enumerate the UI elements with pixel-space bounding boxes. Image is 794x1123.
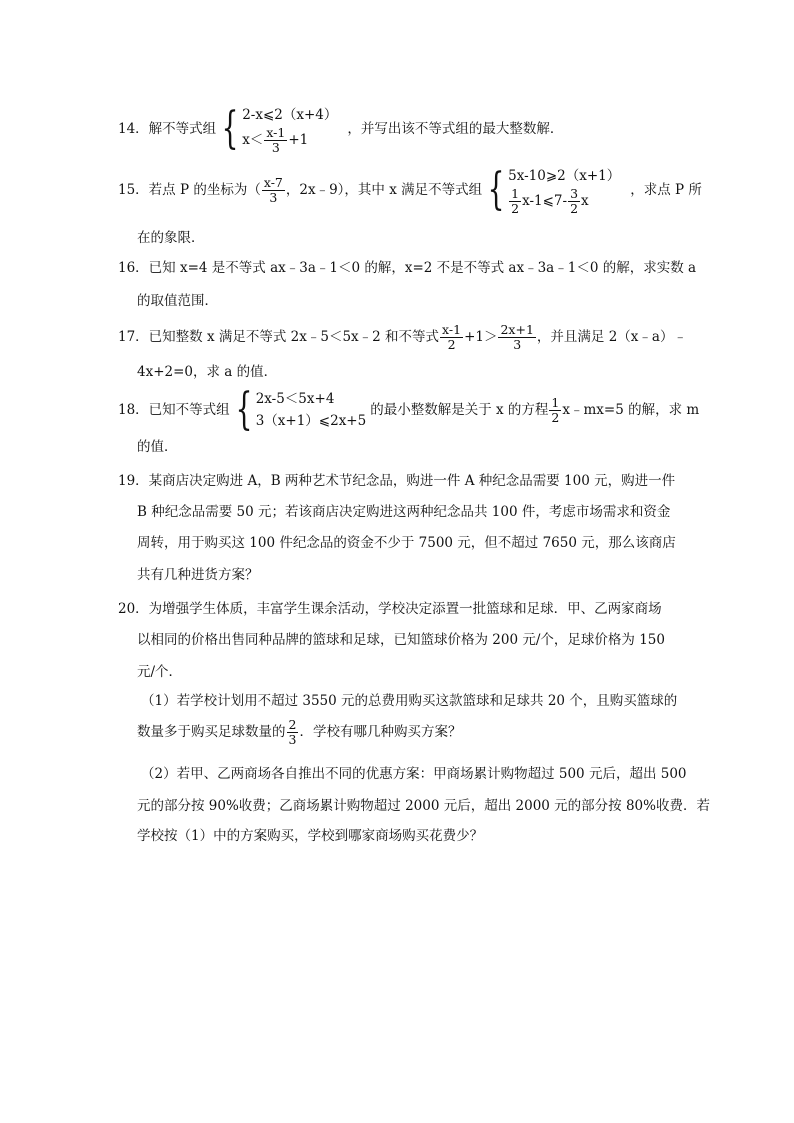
q16-line-1: 16．已知 x=4 是不等式 ax﹣3a﹣1＜0 的解，x=2 不是不等式 ax﹣3a﹣1＜0 的解，求实数 a [118, 260, 697, 276]
fraction: $\frac{x-1}{3}$ [266, 124, 286, 155]
q20-part2-line-3: 学校按（1）中的方案购买，学校到哪家商场购买花费少？ [137, 828, 484, 844]
fraction: $\frac{1}{2}$ [511, 185, 520, 216]
q14-inequality-system [216, 104, 337, 155]
q20-line-2: 以相同的价格出售同种品牌的篮球和足球，已知篮球价格为 200 元/个，足球价格为 150 [137, 632, 665, 648]
q16-line-2: 的取值范围． [137, 293, 218, 309]
q20-part2-line-1: （2）若甲、乙两商场各自推出不同的优惠方案：甲商场累计购物超过 500 元后，超出 500 [141, 766, 687, 782]
q19-line-3: 周转，用于购买这 100 件纪念品的资金不少于 7500 元，但不超过 7650 元，那么该商店 [137, 535, 676, 551]
question-14 [118, 104, 563, 154]
fraction: $\frac{2}{3}$ [288, 716, 297, 747]
q20-line-1: 20．为增强学生体质，丰富学生课余活动，学校决定添置一批篮球和足球．甲、乙两家商场 [118, 601, 662, 617]
q18-row-2: 3（x+1）⩽2x+5 [255, 413, 367, 429]
left-brace-icon: { [487, 164, 505, 215]
q18-lead: 18．已知不等式组 [118, 402, 230, 418]
q18-line-2: 的值． [137, 439, 178, 455]
q14-tail: ，并写出该不等式组的最大整数解． [347, 121, 564, 137]
q14-row-1: 2-x⩽2（x+4） [242, 106, 338, 123]
q15-line-2: 在的象限． [137, 230, 205, 246]
q20-part1-line-2: 数量多于购买足球数量的 $\frac{2}{3}$ ．学校有哪几种购买方案？ [137, 716, 462, 747]
q15-inequality-system [482, 165, 620, 216]
q15-tail: ，求点 P 所 [630, 182, 702, 198]
fraction: $\frac{1}{2}$ [551, 394, 560, 425]
q17-mid: +1＞ [464, 329, 498, 345]
question-17 [118, 316, 687, 358]
q20-part2-line-2: 元的部分按 90%收费；乙商场累计购物超过 2000 元后，超出 2000 元的部分按 80%收费．若 [137, 798, 710, 814]
fraction: $\frac{3}{2}$ [570, 185, 579, 216]
q18-tail: x﹣mx=5 的解，求 m [562, 402, 700, 418]
q18-row-1: 2x-5＜5x+4 [255, 391, 335, 407]
q20-part1-line-1: （1）若学校计划用不超过 3550 元的总费用购买这款篮球和足球共 20 个，且购买篮球的 [141, 693, 678, 709]
q20-line-3: 元/个． [137, 664, 183, 680]
q14-row-2: x＜ $\frac{x-1}{3}$ +1 [242, 124, 309, 155]
q17-line-2: 4x+2=0，求 a 的值． [137, 364, 278, 380]
q19-line-1: 19．某商店决定购进 A，B 两种艺术节纪念品，购进一件 A 种纪念品需要 100 元，购进一件 [118, 473, 676, 489]
q18-inequality-system [230, 384, 367, 435]
q15-mid: ，2x﹣9），其中 x 满足不等式组 [285, 182, 483, 198]
fraction: $\frac{x-7}{3}$ [263, 174, 283, 205]
q19-line-4: 共有几种进货方案？ [137, 567, 259, 583]
fraction: $\frac{x-1}{2}$ [442, 321, 462, 352]
question-18 [118, 386, 699, 434]
question-15 [118, 163, 702, 217]
q17-tail: ，并且满足 2（x﹣a）﹣ [536, 329, 687, 345]
q17-lead: 17．已知整数 x 满足不等式 2x﹣5＜5x﹣2 和不等式 [118, 329, 440, 345]
q15-row-1: 5x-10⩾2（x+1） [508, 167, 621, 184]
fraction: $\frac{2x+1}{3}$ [500, 321, 534, 352]
q19-line-2: B 种纪念品需要 50 元；若该商店决定购进这两种纪念品共 100 件，考虑市场需求和资金 [137, 504, 671, 520]
q15-row-2: $\frac{1}{2}$ x-1⩽7- $\frac{3}{2}$ x [511, 185, 589, 216]
q15-lead: 15．若点 P 的坐标为（ [118, 182, 261, 198]
q14-label: 14．解不等式组 [118, 121, 217, 137]
q18-mid: 的最小整数解是关于 x 的方程 [370, 402, 549, 418]
left-brace-icon: { [235, 384, 253, 435]
left-brace-icon: { [221, 103, 239, 154]
